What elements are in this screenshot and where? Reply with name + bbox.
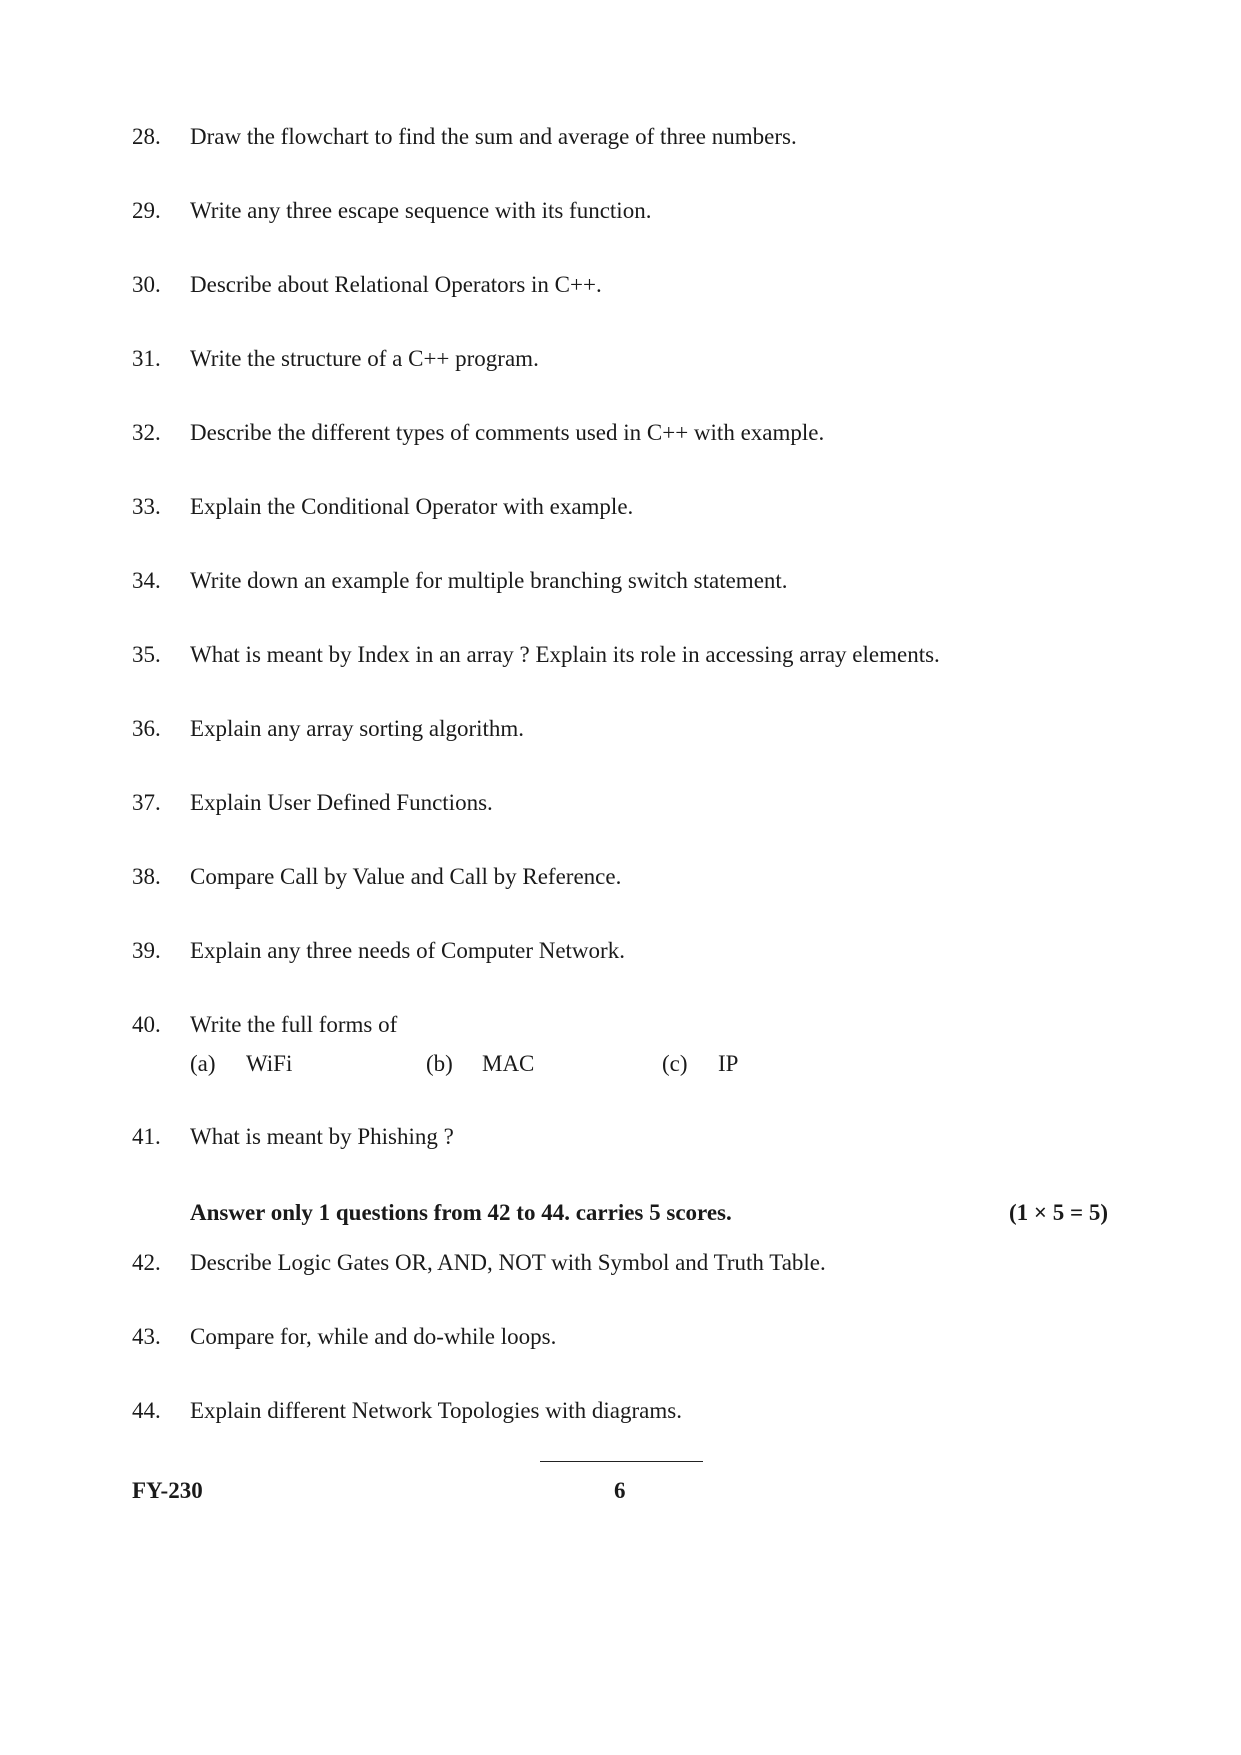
option-b bbox=[426, 1049, 534, 1079]
question-number: 37. bbox=[132, 790, 161, 815]
question-40-options bbox=[190, 1049, 890, 1079]
question-text: What is meant by Index in an array ? Explain its role in accessing array elements. bbox=[190, 642, 940, 667]
option-text: IP bbox=[718, 1051, 739, 1076]
question-38 bbox=[132, 862, 621, 892]
question-text: Draw the flowchart to find the sum and average of three numbers. bbox=[190, 124, 797, 149]
question-text: Compare for, while and do-while loops. bbox=[190, 1324, 557, 1349]
question-text: Write the structure of a C++ program. bbox=[190, 346, 539, 371]
question-number: 35. bbox=[132, 642, 161, 667]
question-number: 40. bbox=[132, 1012, 161, 1037]
question-37 bbox=[132, 788, 493, 818]
question-35 bbox=[132, 640, 940, 670]
question-number: 42. bbox=[132, 1250, 161, 1275]
section-instruction: Answer only 1 questions from 42 to 44. carries 5 scores. bbox=[190, 1200, 732, 1225]
question-number: 44. bbox=[132, 1398, 161, 1423]
question-number: 32. bbox=[132, 420, 161, 445]
question-31 bbox=[132, 344, 539, 374]
question-44 bbox=[132, 1396, 682, 1426]
question-text: Describe about Relational Operators in C++. bbox=[190, 272, 602, 297]
question-41 bbox=[132, 1122, 454, 1152]
question-number: 34. bbox=[132, 568, 161, 593]
question-42 bbox=[132, 1248, 826, 1278]
question-text: Write any three escape sequence with its function. bbox=[190, 198, 652, 223]
question-33 bbox=[132, 492, 633, 522]
question-29 bbox=[132, 196, 651, 226]
option-label: (c) bbox=[662, 1051, 688, 1076]
question-text: Compare Call by Value and Call by Reference. bbox=[190, 864, 622, 889]
question-number: 31. bbox=[132, 346, 161, 371]
question-text: Describe the different types of comments used in C++ with example. bbox=[190, 420, 825, 445]
question-number: 36. bbox=[132, 716, 161, 741]
section-scores: (1 × 5 = 5) bbox=[1008, 1200, 1108, 1225]
question-number: 43. bbox=[132, 1324, 161, 1349]
question-36 bbox=[132, 714, 524, 744]
question-text: What is meant by Phishing ? bbox=[190, 1124, 454, 1149]
question-39 bbox=[132, 936, 625, 966]
question-number: 30. bbox=[132, 272, 161, 297]
question-28 bbox=[132, 122, 797, 152]
question-number: 28. bbox=[132, 124, 161, 149]
option-text: WiFi bbox=[246, 1051, 293, 1076]
question-number: 39. bbox=[132, 938, 161, 963]
question-30 bbox=[132, 270, 602, 300]
question-32 bbox=[132, 418, 824, 448]
question-text: Describe Logic Gates OR, AND, NOT with Symbol and Truth Table. bbox=[190, 1250, 826, 1275]
option-label: (a) bbox=[190, 1051, 216, 1076]
option-label: (b) bbox=[426, 1051, 453, 1076]
question-text: Explain the Conditional Operator with example. bbox=[190, 494, 634, 519]
question-text: Write the full forms of bbox=[190, 1012, 398, 1037]
question-number: 33. bbox=[132, 494, 161, 519]
page-number: 6 bbox=[614, 1478, 626, 1503]
question-40 bbox=[132, 1010, 397, 1040]
option-a bbox=[190, 1049, 292, 1079]
question-number: 38. bbox=[132, 864, 161, 889]
question-text: Explain any three needs of Computer Network. bbox=[190, 938, 625, 963]
question-number: 41. bbox=[132, 1124, 161, 1149]
question-text: Explain User Defined Functions. bbox=[190, 790, 493, 815]
end-rule bbox=[540, 1461, 703, 1462]
question-43 bbox=[132, 1322, 556, 1352]
option-text: MAC bbox=[482, 1051, 535, 1076]
question-text: Write down an example for multiple branching switch statement. bbox=[190, 568, 788, 593]
question-number: 29. bbox=[132, 198, 161, 223]
question-text: Explain different Network Topologies with diagrams. bbox=[190, 1398, 682, 1423]
question-text: Explain any array sorting algorithm. bbox=[190, 716, 525, 741]
paper-code: FY-230 bbox=[132, 1478, 203, 1503]
question-34 bbox=[132, 566, 788, 596]
option-c bbox=[662, 1049, 738, 1079]
